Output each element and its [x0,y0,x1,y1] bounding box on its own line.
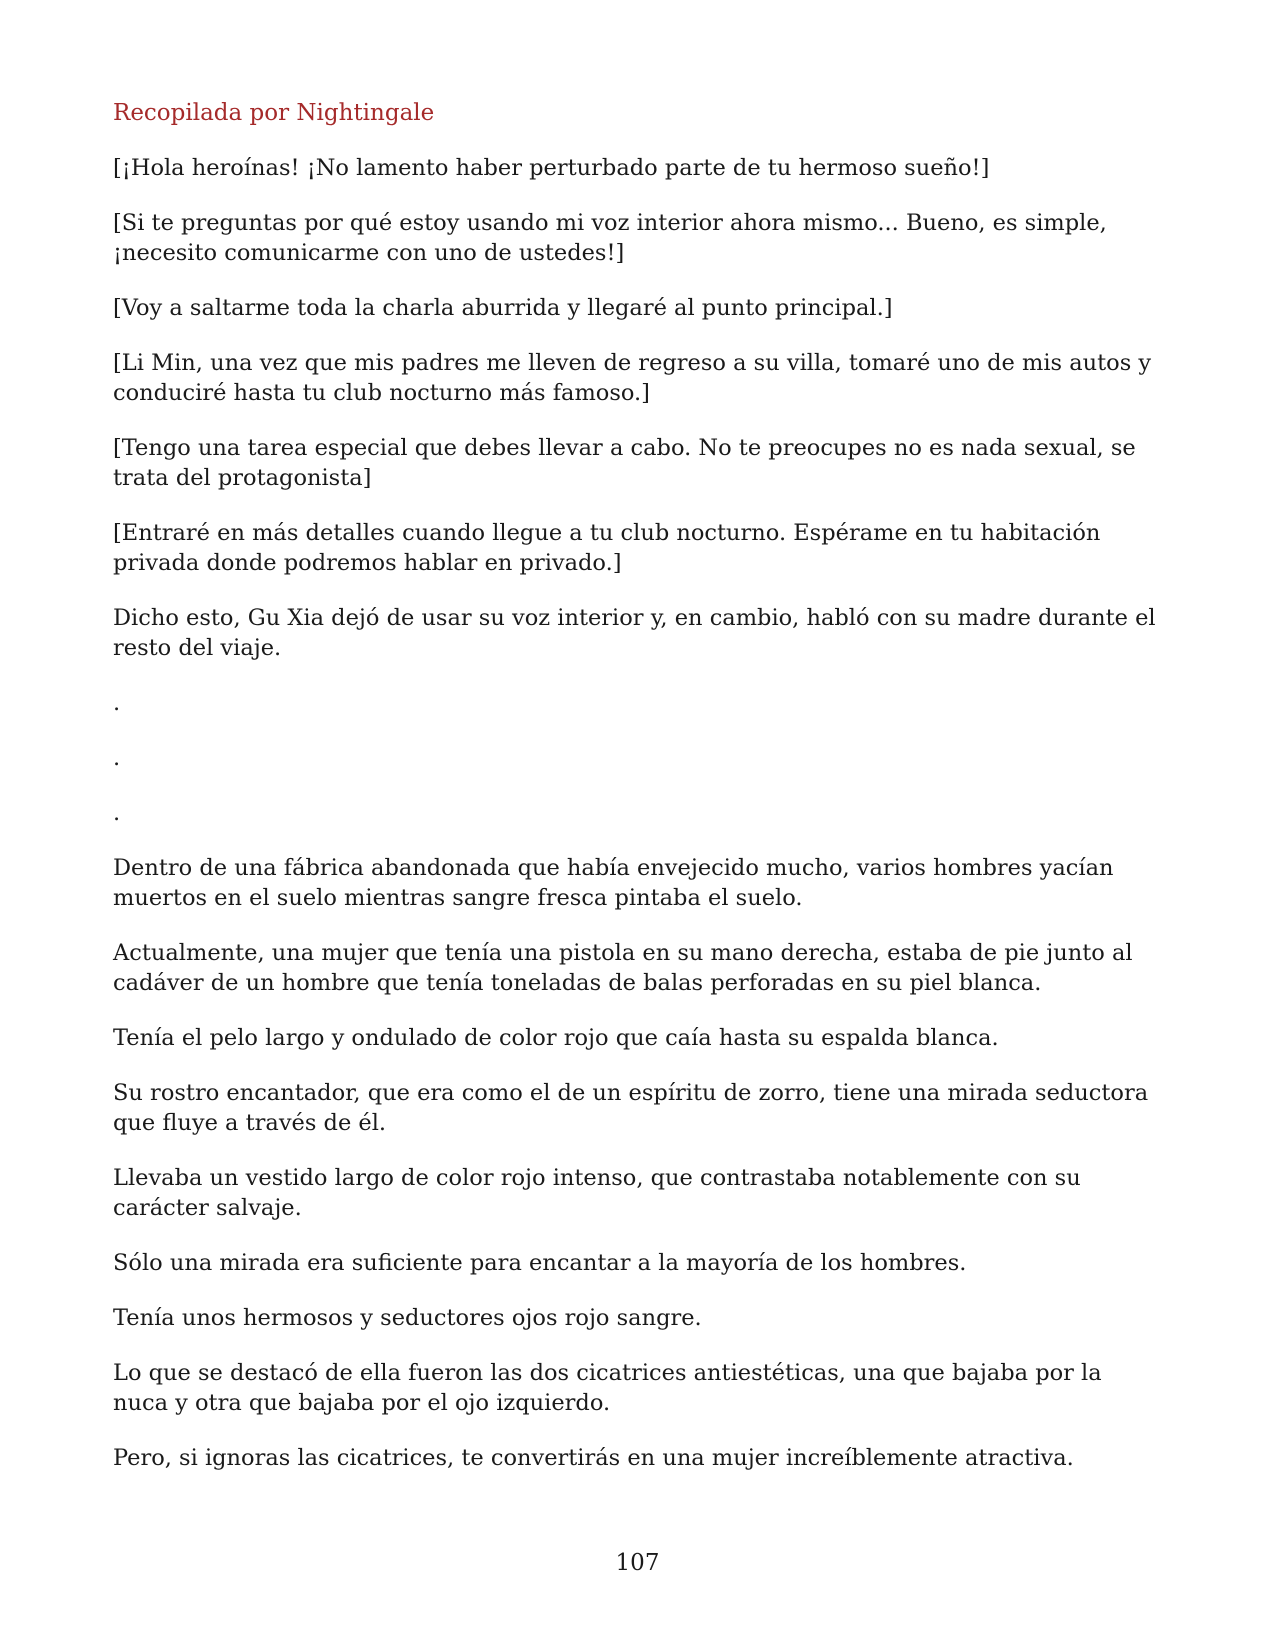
document-header: Recopilada por Nightingale [113,100,435,126]
paragraph: [Entraré en más detalles cuando llegue a tu club nocturno. Espérame en tu habitación privada donde podremos hablar en privado.] [113,520,1101,576]
paragraph: Actualmente, una mujer que tenía una pistola en su mano derecha, estaba de pie junto al cadáver de un hombre que tenía toneladas de balas perforadas en su piel blanca. [113,940,1133,996]
paragraph: Su rostro encantador, que era como el de un espíritu de zorro, tiene una mirada seductora que fluye a través de él. [113,1080,1149,1136]
scene-break-dot: . [113,690,121,716]
paragraph: [Si te preguntas por qué estoy usando mi voz interior ahora mismo... Bueno, es simple, ¡necesito comunicarme con uno de ustedes!] [113,210,1107,266]
paragraph: Tenía el pelo largo y ondulado de color rojo que caía hasta su espalda blanca. [113,1025,999,1051]
paragraph: [¡Hola heroínas! ¡No lamento haber perturbado parte de tu hermoso sueño!] [113,155,990,181]
paragraph: Sólo una mirada era suficiente para encantar a la mayoría de los hombres. [113,1250,967,1276]
paragraph: Llevaba un vestido largo de color rojo intenso, que contrastaba notablemente con su carácter salvaje. [113,1165,1081,1221]
scene-break-dot: . [113,745,121,771]
scene-break-dot: . [113,800,121,826]
paragraph: Lo que se destacó de ella fueron las dos cicatrices antiestéticas, una que bajaba por la nuca y otra que bajaba por el ojo izquierdo. [113,1360,1102,1416]
paragraph: [Tengo una tarea especial que debes llevar a cabo. No te preocupes no es nada sexual, se trata del protagonista] [113,435,1136,491]
page-number: 107 [615,1550,660,1576]
paragraph: [Voy a saltarme toda la charla aburrida y llegaré al punto principal.] [113,295,893,321]
paragraph: [Li Min, una vez que mis padres me lleven de regreso a su villa, tomaré uno de mis autos y conduciré hasta tu club nocturno más famoso.] [113,350,1152,406]
paragraph: Tenía unos hermosos y seductores ojos rojo sangre. [113,1305,702,1331]
paragraph: Dentro de una fábrica abandonada que había envejecido mucho, varios hombres yacían muertos en el suelo mientras sangre fresca pintaba el suelo. [113,855,1114,911]
paragraph: Dicho esto, Gu Xia dejó de usar su voz interior y, en cambio, habló con su madre durante el resto del viaje. [113,605,1156,661]
document-page [113,98,1163,1498]
paragraph: Pero, si ignoras las cicatrices, te convertirás en una mujer increíblemente atractiva. [113,1445,1074,1471]
